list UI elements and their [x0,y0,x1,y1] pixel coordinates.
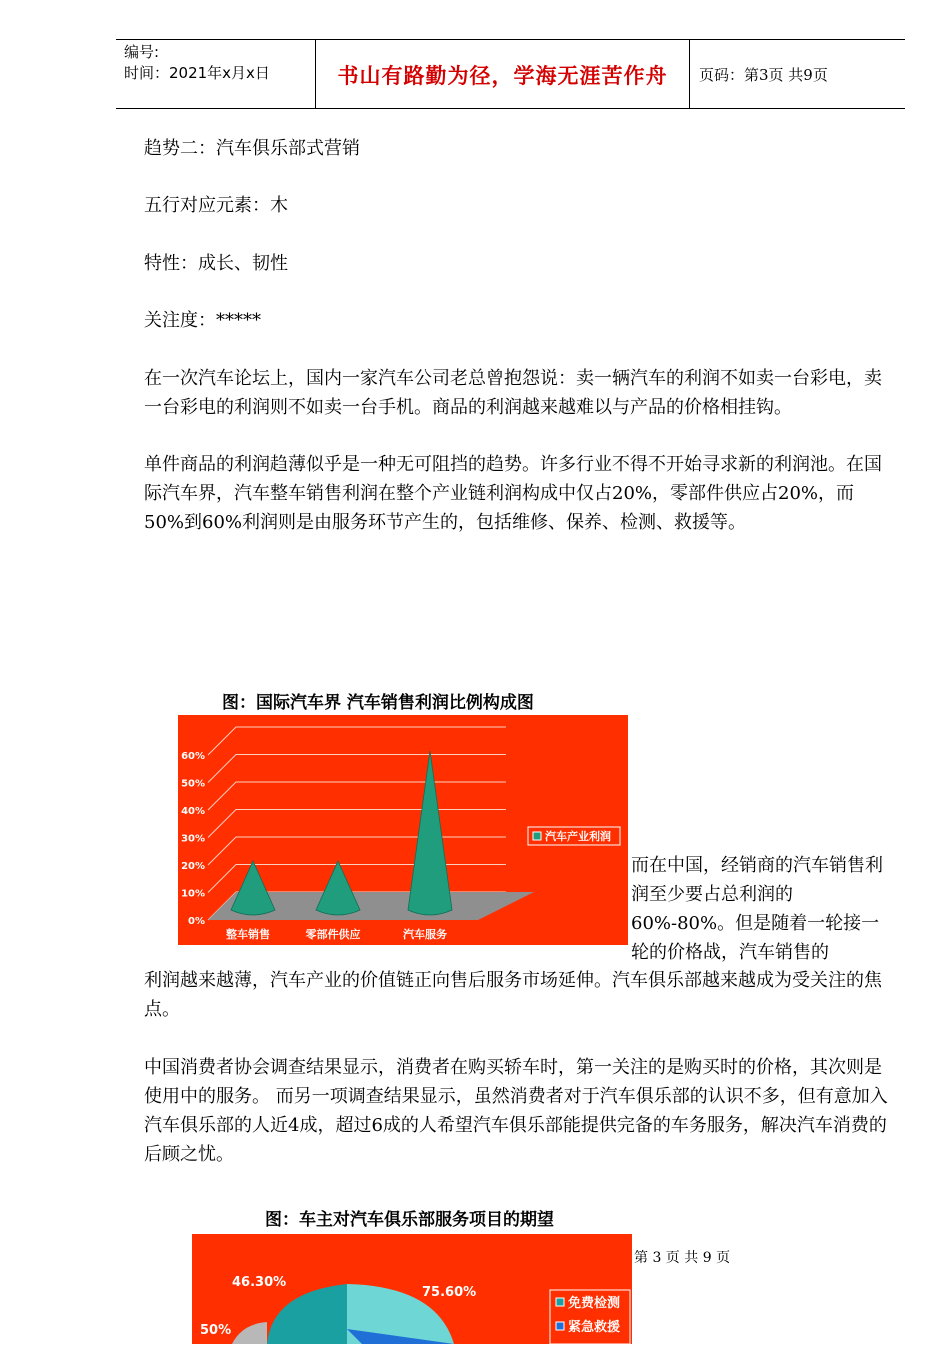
chart2-panel [192,1234,632,1344]
time-label: 时间：2021年x月x日 [124,64,270,82]
paragraph-1: 在一次汽车论坛上，国内一家汽车公司老总曾抱怨说：卖一辆汽车的利润不如卖一台彩电，卖一台彩电的利润则不如卖一台手机。商品的利润越来越难以与产品的价格相挂钩。 [144,368,882,418]
page-footer: 第 3 页 共 9 页 [634,1250,731,1266]
chart1-x-label: 零部件供应 [305,928,361,941]
chart1-y-tick: 10% [181,888,205,900]
traits-line: 特性：成长、韧性 [144,253,288,274]
chart2-svg [192,1234,632,1344]
attention-line: 关注度：***** [144,310,261,331]
chart1-x-label: 整车销售 [226,928,270,941]
chart1-y-tick: 40% [181,806,205,817]
chart1-gridline [208,782,506,810]
chart1-title: 图：国际汽车界 汽车销售利润比例构成图 [222,688,534,713]
chart1-gridline [208,727,506,755]
pie-slice [267,1284,347,1344]
pie-slice [232,1322,267,1344]
serial-label: 编号: [124,43,160,61]
chart1-y-tick: 20% [181,861,205,872]
header-motto: 书山有路勤为径，学海无涯苦作舟 [337,63,668,88]
header-divider [689,40,690,108]
chart1-svg [178,715,628,945]
chart1-y-tick: 30% [181,833,205,845]
header-page-info: 页码：第3页 共9页 [699,66,828,84]
chart1-gridline [208,810,506,838]
chart1-legend-label: 汽车产业利润 [545,830,611,843]
page-header [116,39,905,109]
chart1-cone [408,751,452,915]
paragraph-4: 中国消费者协会调查结果显示，消费者在购买轿车时，第一关注的是购买时的价格，其次则是使用中的服务。 而另一项调查结果显示，虽然消费者对于汽车俱乐部的认识不多，但有意加入汽车俱乐部的人近4成，超过6成的人希望汽车俱乐部能提供完备的车务服务，解决汽车消费的后顾之忧。 [144,1057,888,1165]
chart1-y-tick: 0% [188,916,205,927]
chart2-data-label: 50% [200,1323,232,1338]
chart2-title: 图：车主对汽车俱乐部服务项目的期望 [265,1205,554,1230]
chart1-panel [178,715,628,945]
chart1-cone [231,861,275,915]
chart2-legend-swatch [556,1298,564,1306]
header-meta [124,42,270,84]
paragraph-3: 利润越来越薄，汽车产业的价值链正向售后服务市场延伸。汽车俱乐部越来越成为受关注的焦点。 [144,970,882,1020]
chart1-legend-swatch [533,832,541,840]
element-line: 五行对应元素：木 [144,195,288,216]
chart2-legend-label: 免费检测 [568,1296,621,1311]
chart1-y-tick: 60% [181,751,205,762]
trend-title: 趋势二：汽车俱乐部式营销 [144,138,360,159]
chart1-y-tick: 50% [181,778,205,790]
chart2-legend-label: 紧急救援 [568,1320,621,1335]
paragraph-2: 单件商品的利润趋薄似乎是一种无可阻挡的趋势。许多行业不得不开始寻求新的利润池。在国际汽车界，汽车整车销售利润在整个产业链利润构成中仅占20%，零部件供应占20%，而50%到60%利润则是由服务环节产生的，包括维修、保养、检测、救援等。 [144,454,882,533]
chart1-x-label: 汽车服务 [403,928,447,941]
chart1-cone [316,861,360,915]
chart2-data-label: 75.60% [422,1285,477,1300]
chart1-gridline [208,755,506,783]
chart2-data-label: 46.30% [232,1275,287,1290]
chart2-legend-swatch [556,1322,564,1330]
side-text: 而在中国，经销商的汽车销售利润至少要占总利润的60%-80%。但是随着一轮接一轮的价格战，汽车销售的 [631,855,883,963]
